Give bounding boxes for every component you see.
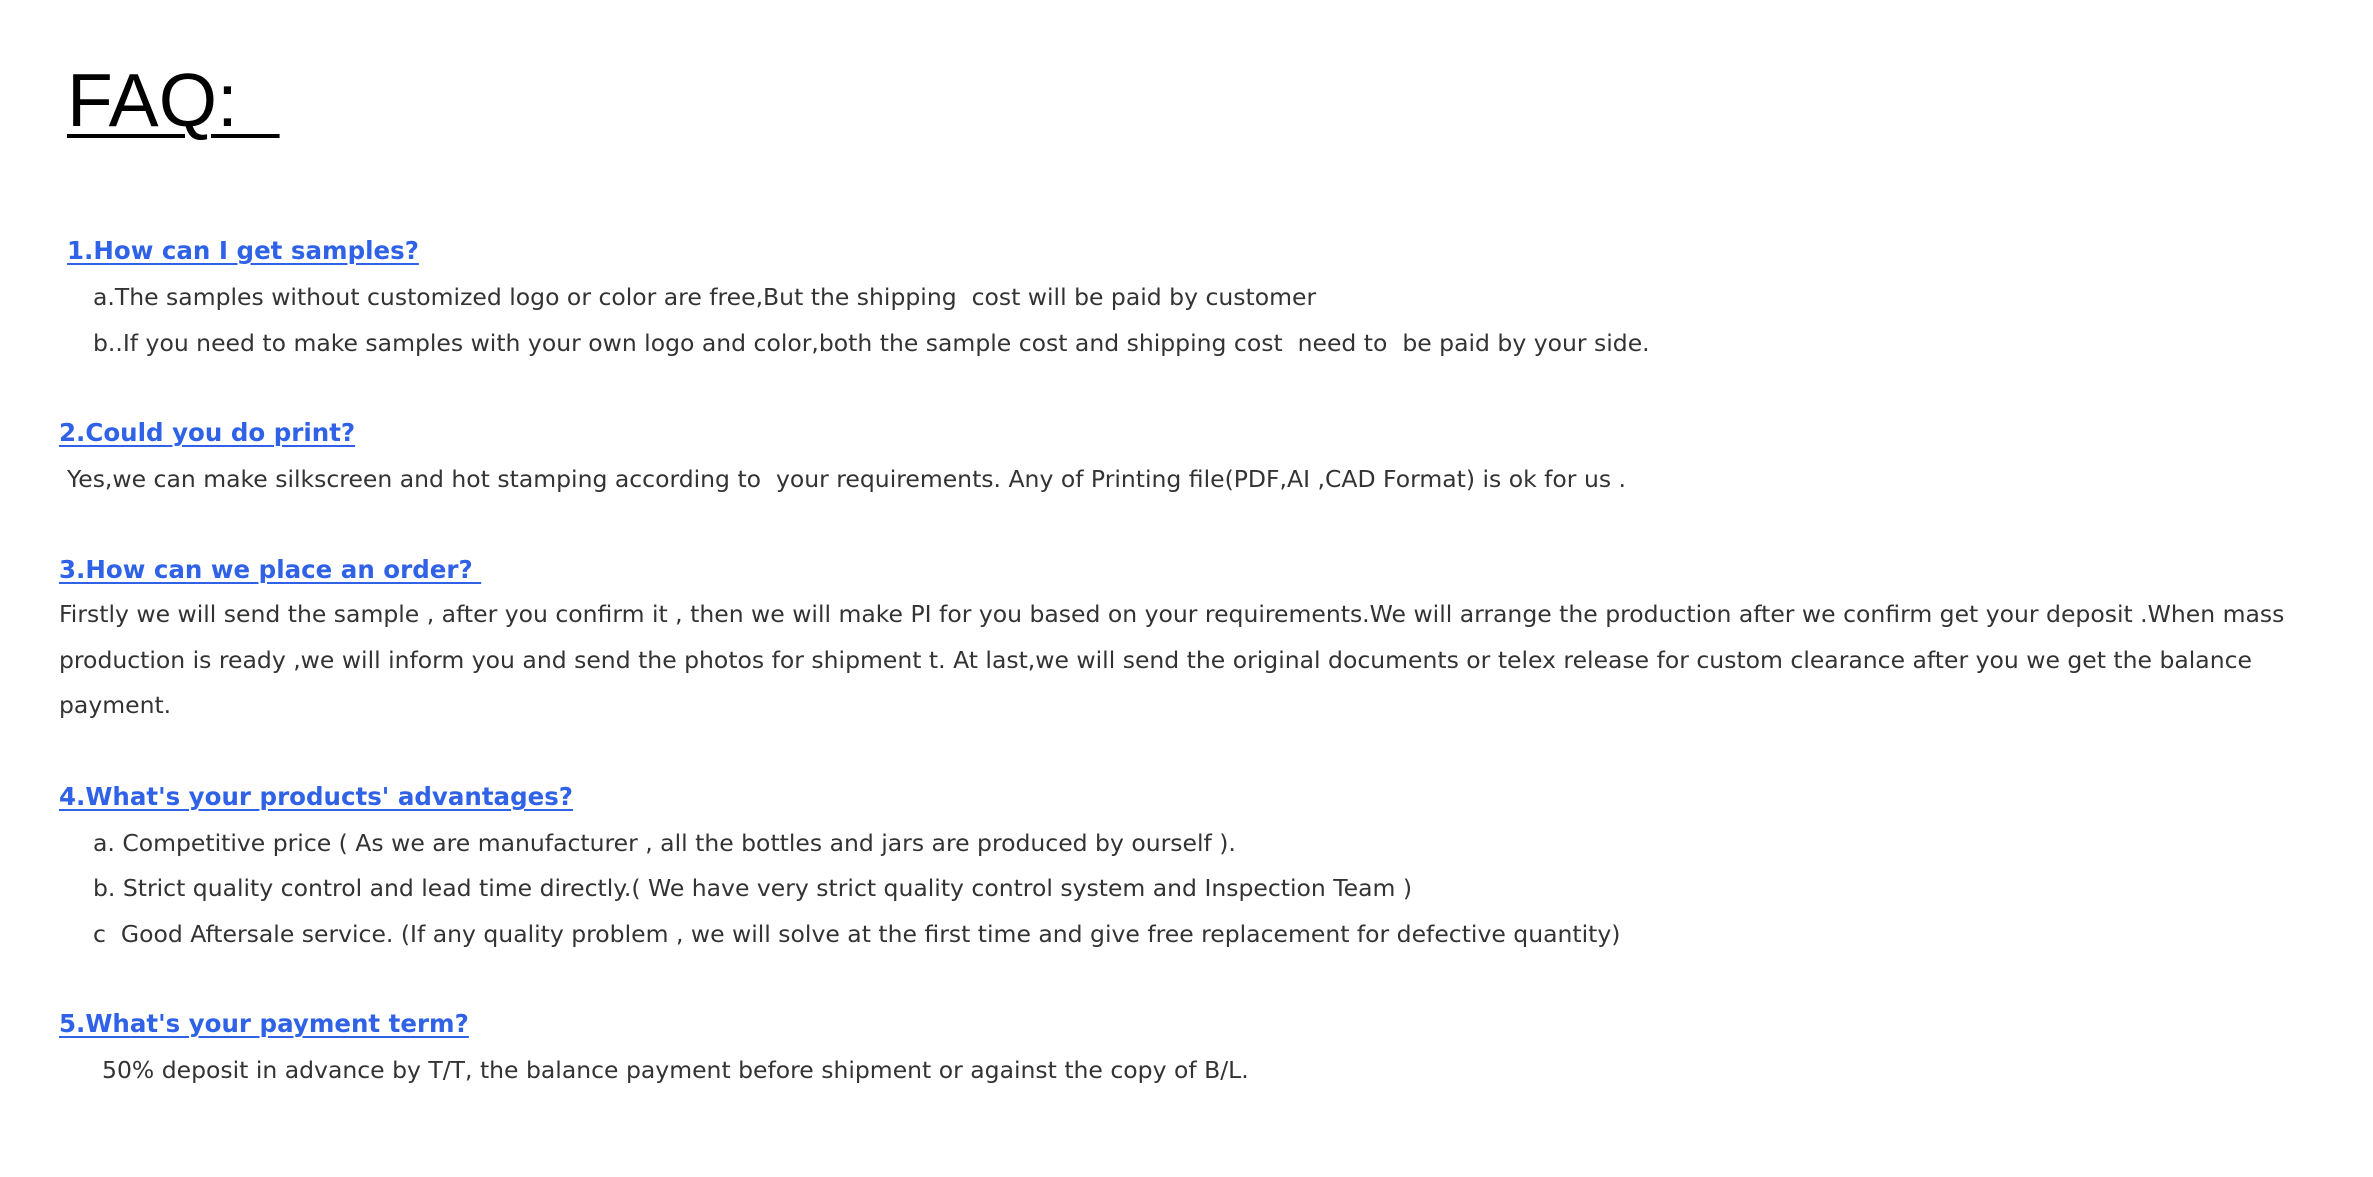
faq-answer-1b: b..If you need to make samples with your own logo and color,both the sample cost and shipping cost need to be paid by your side. [93, 329, 1650, 357]
faq-answer-3: Firstly we will send the sample , after you confirm it , then we will make PI for you based on your requirements.We will arrange the production after we confirm get your deposit .When mass production is ready ,we will inform you and send the photos for shipment t. At last,we will send the original documents or telex release for custom clearance after you we get the balance payment. [59, 600, 2285, 719]
page-title: FAQ: [67, 58, 280, 142]
faq-answer-1a: a.The samples without customized logo or color are free,But the shipping cost will be paid by customer [93, 283, 1317, 311]
faq-answer-4b: b. Strict quality control and lead time directly.( We have very strict quality control system and Inspection Team ) [93, 874, 1413, 902]
faq-answer-4a: a. Competitive price ( As we are manufacturer , all the bottles and jars are produced by ourself ). [93, 829, 1236, 857]
faq-answer-2: Yes,we can make silkscreen and hot stamping according to your requirements. Any of Printing file(PDF,AI ,CAD Format) is ok for us . [67, 465, 1627, 493]
faq-answer-5: 50% deposit in advance by T/T, the balance payment before shipment or against the copy of B/L. [102, 1056, 1249, 1084]
faq-question-4: 4.What's your products' advantages? [59, 782, 574, 811]
faq-question-5: 5.What's your payment term? [59, 1009, 469, 1038]
faq-question-1: 1.How can I get samples? [67, 236, 419, 265]
faq-question-3: 3.How can we place an order? [59, 555, 482, 584]
faq-question-2: 2.Could you do print? [59, 418, 356, 447]
faq-answer-4c: c Good Aftersale service. (If any quality problem , we will solve at the first time and give free replacement for defective quantity) [93, 920, 1621, 948]
